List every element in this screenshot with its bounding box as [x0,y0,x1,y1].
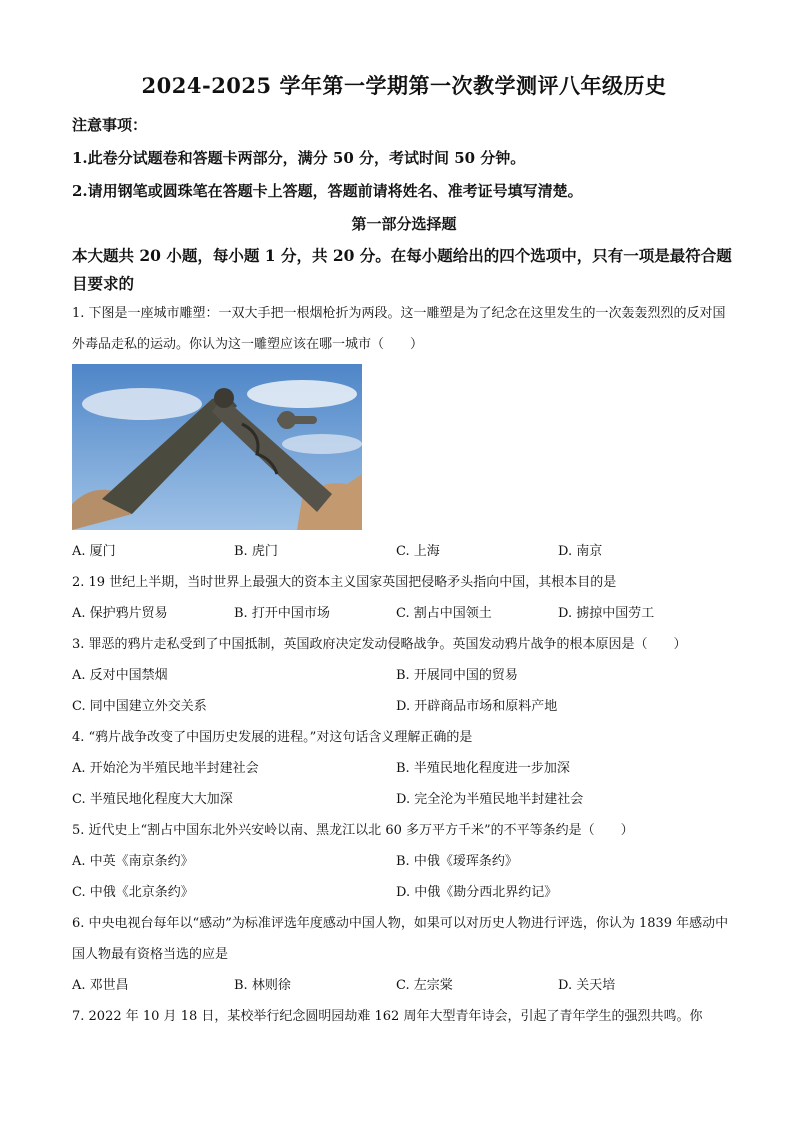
option-a[interactable]: A. 开始沦为半殖民地半封建社会 [72,761,259,776]
question-3 [72,629,736,660]
option-d[interactable]: D. 开辟商品市场和原料产地 [396,699,558,714]
question-stem: 5. 近代史上“割占中国东北外兴安岭以南、黑龙江以北 60 多万平方千米”的不平等条约是（ ） [72,823,634,838]
options-6 [72,970,736,1001]
option-c[interactable]: C. 上海 [396,544,440,559]
question-stem: 1. 下图是一座城市雕塑：一双大手把一根烟枪折为两段。这一雕塑是为了纪念在这里发生的一次轰轰烈烈的反对国外毒品走私的运动。你认为这一雕塑应该在哪一城市（ ） [72,306,726,352]
option-d[interactable]: D. 南京 [558,544,603,559]
options-1 [72,536,736,567]
option-b[interactable]: B. 林则徐 [234,978,291,993]
option-c[interactable]: C. 中俄《北京条约》 [72,885,194,900]
question-stem: 4. “鸦片战争改变了中国历史发展的进程。”对这句话含义理解正确的是 [72,730,473,745]
option-a[interactable]: A. 反对中国禁烟 [72,668,168,683]
option-c[interactable]: C. 同中国建立外交关系 [72,699,207,714]
question-4 [72,722,736,753]
option-c[interactable]: C. 割占中国领土 [396,606,492,621]
question-2 [72,567,736,598]
options-3 [72,660,736,722]
option-c[interactable]: C. 半殖民地化程度大大加深 [72,792,233,807]
option-b[interactable]: B. 中俄《瑷珲条约》 [396,854,518,869]
notice-item: 1.此卷分试题卷和答题卡两部分，满分 50 分，考试时间 50 分钟。 [72,149,526,167]
options-4 [72,753,736,815]
option-c[interactable]: C. 左宗棠 [396,978,453,993]
section-title: 第一部分选择题 [351,215,457,233]
option-b[interactable]: B. 开展同中国的贸易 [396,668,518,683]
question-stem: 6. 中央电视台每年以“感动”为标准评选年度感动中国人物，如果可以对历史人物进行评选，你认为 1839 年感动中国人物最有资格当选的应是 [72,916,729,962]
options-2 [72,598,736,629]
section-instructions: 本大题共 20 小题，每小题 1 分，共 20 分。在每小题给出的四个选项中，只有一项是最符合题目要求的 [72,246,732,293]
question-1 [72,298,736,360]
notice-item: 2.请用钢笔或圆珠笔在答题卡上答题，答题前请将姓名、准考证号填写清楚。 [72,182,583,200]
option-b[interactable]: B. 打开中国市场 [234,606,330,621]
option-d[interactable]: D. 关天培 [558,978,616,993]
notice-heading: 注意事项： [72,116,148,134]
option-a[interactable]: A. 保护鸦片贸易 [72,606,168,621]
option-a[interactable]: A. 邓世昌 [72,978,129,993]
option-b[interactable]: B. 半殖民地化程度进一步加深 [396,761,570,776]
exam-title: 2024-2025 学年第一学期第一次教学测评八年级历史 [141,73,667,98]
sculpture-photo [72,364,362,530]
question-stem: 7. 2022 年 10 月 18 日，某校举行纪念圆明园劫难 162 周年大型青年诗会，引起了青年学生的强烈共鸣。你 [72,1009,703,1024]
question-5 [72,815,736,846]
question-7 [72,1001,736,1032]
option-d[interactable]: D. 掳掠中国劳工 [558,606,655,621]
question-stem: 3. 罪恶的鸦片走私受到了中国抵制，英国政府决定发动侵略战争。英国发动鸦片战争的根本原因是（ ） [72,637,687,652]
option-b[interactable]: B. 虎门 [234,544,278,559]
option-a[interactable]: A. 中英《南京条约》 [72,854,194,869]
option-a[interactable]: A. 厦门 [72,544,116,559]
question-6 [72,908,736,970]
option-d[interactable]: D. 完全沦为半殖民地半封建社会 [396,792,584,807]
option-d[interactable]: D. 中俄《勘分西北界约记》 [396,885,558,900]
notice-block [72,114,736,201]
options-5 [72,846,736,908]
question-stem: 2. 19 世纪上半期，当时世界上最强大的资本主义国家英国把侵略矛头指向中国，其根本目的是 [72,575,617,590]
